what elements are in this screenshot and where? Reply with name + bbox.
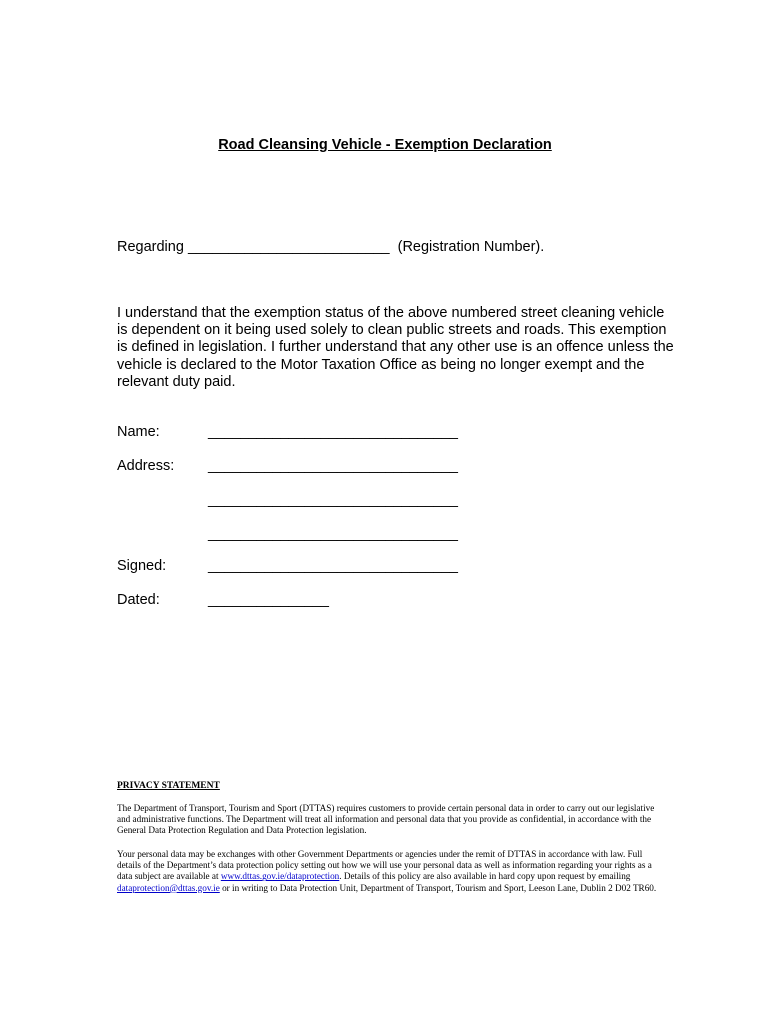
dataprotection-email-link[interactable]: dataprotection@dttas.gov.ie [117,882,220,893]
address-field-2[interactable]: _______________________________ [208,492,458,508]
privacy-paragraph-2-text-c: or in writing to Data Protection Unit, Department of Transport, Tourism and Sport, Leeson Lane, Dublin 2 D02 TR60. [219,882,657,893]
name-field[interactable]: _______________________________ [208,424,458,440]
address-field-1[interactable]: _______________________________ [208,458,458,474]
dataprotection-policy-link[interactable]: www.dttas.gov.ie/dataprotection [220,871,340,882]
registration-number-suffix: (Registration Number). [397,239,545,255]
privacy-paragraph-2-text-b: . Details of this policy are also available in hard copy upon request by emailing [339,871,631,882]
name-label: Name: [117,424,160,440]
signed-field[interactable]: _______________________________ [208,558,458,574]
address-field-3[interactable]: _______________________________ [208,526,458,542]
registration-number-field[interactable]: _________________________ [187,239,390,255]
regarding-label: Regarding [117,239,184,255]
dated-field[interactable]: _______________ [208,592,329,608]
dated-label: Dated: [117,592,160,608]
signed-label: Signed: [117,558,167,574]
document-title: Road Cleansing Vehicle - Exemption Declaration [218,137,552,153]
privacy-paragraph-1: The Department of Transport, Tourism and Sport (DTTAS) requires customers to provide certain personal data in order to carry out our legislative and administrative functions. The Department will treat all information and personal data that you provide as confidential, in accordance with the General Data Protection Regulation and Data Protection legislation. [117,803,655,836]
privacy-paragraph-2 [117,849,657,894]
address-label: Address: [117,458,175,474]
privacy-paragraph-2-text-a: Your personal data may be exchanges with other Government Departments or agencies under the remit of DTTAS in accordance with law. Full details of the Department’s data protection policy setting out how we will use your personal data as well as information regarding your rights as a data subject are available at [117,849,652,882]
privacy-heading: PRIVACY STATEMENT [117,781,220,791]
regarding-line [117,239,544,255]
declaration-text: I understand that the exemption status of the above numbered street cleaning vehicle is dependent on it being used solely to clean public streets and roads. This exemption is defined in legislation. I further understand that any other use is an offence unless the vehicle is declared to the Motor Taxation Office as being no longer exempt and the relevant duty paid. [117,305,674,390]
